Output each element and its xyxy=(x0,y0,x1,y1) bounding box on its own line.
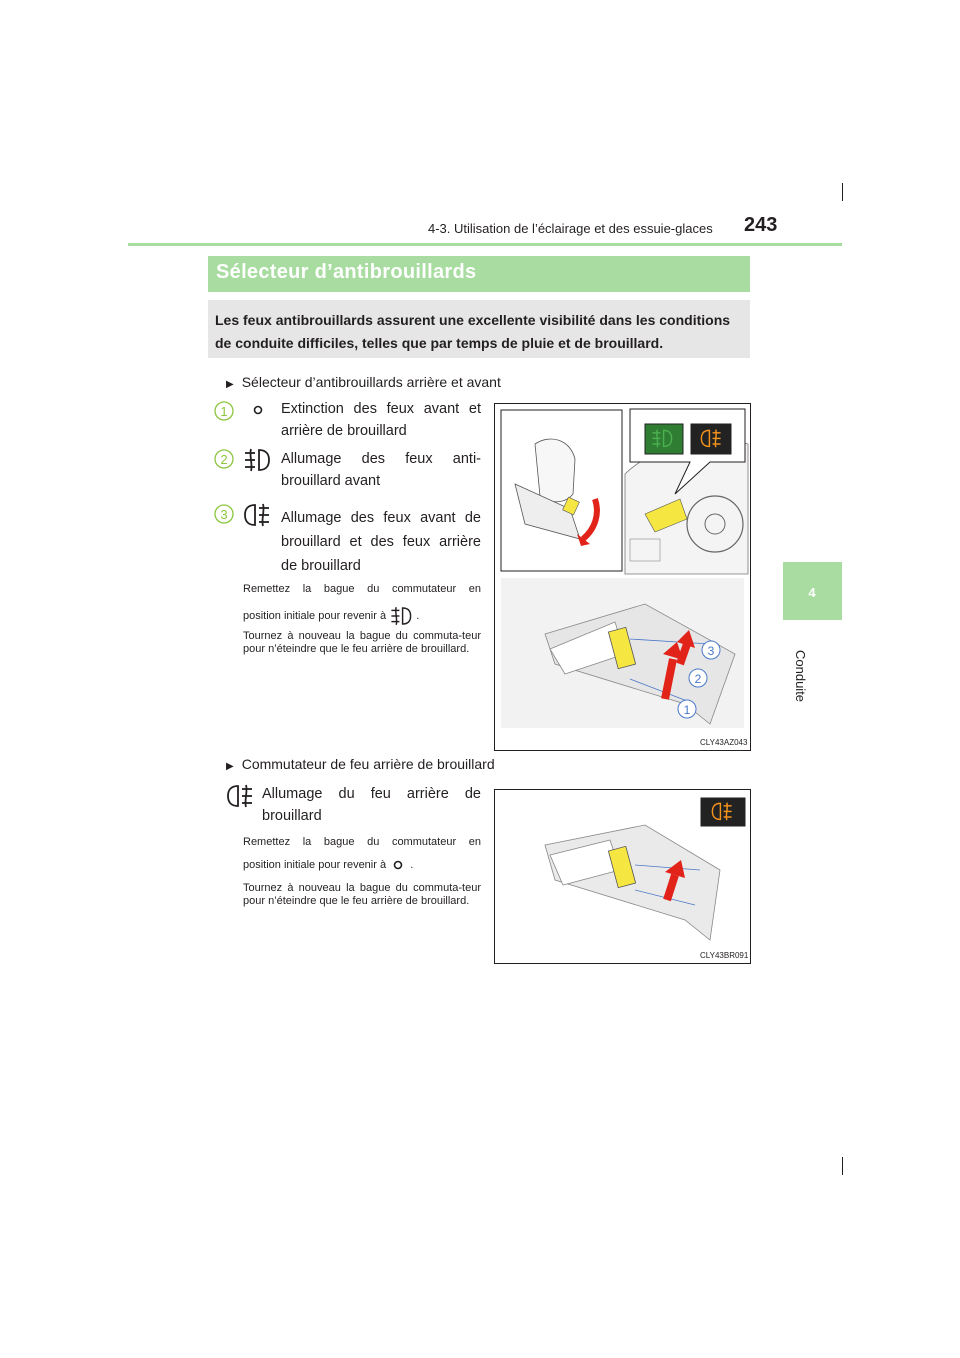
svg-text:CLY43AZ043: CLY43AZ043 xyxy=(700,738,748,747)
off-circle-icon xyxy=(251,403,265,422)
running-header: 4-3. Utilisation de l’éclairage et des essuie-glaces xyxy=(428,221,713,236)
circled-number-icon xyxy=(213,448,235,470)
figure-rear-fog-switch xyxy=(494,789,751,964)
bullet-triangle-icon: ▶ xyxy=(226,379,234,390)
item-number-3 xyxy=(213,503,235,529)
svg-text:2: 2 xyxy=(220,452,228,467)
svg-text:1: 1 xyxy=(683,703,691,717)
bullet-triangle-icon: ▶ xyxy=(226,761,234,772)
part1-note-rear-off: Tournez à nouveau la bague du commuta-teur pour n’éteindre que le feu arrière de brouillard. xyxy=(243,630,481,655)
header-rule xyxy=(128,243,842,246)
off-circle-icon xyxy=(389,858,407,872)
front-fog-icon xyxy=(389,605,413,627)
item-number-1 xyxy=(213,400,235,426)
part2-note-return: Remettez la bague du commutateur en position initiale pour revenir à . xyxy=(243,836,481,871)
figure-front-rear-fog-switch xyxy=(494,403,751,751)
circled-number-icon xyxy=(213,503,235,525)
item-number-2 xyxy=(213,448,235,474)
chapter-number: 4 xyxy=(808,585,816,600)
item-3-text: Allumage des feux avant de brouillard et des feux arrière de brouillard xyxy=(281,510,481,574)
intro-text: Les feux antibrouillards assurent une excellente visibilité dans les conditions de conduite difficiles, telles que par temps de pluie et de brouillard. xyxy=(215,312,731,351)
part1-note-return: Remettez la bague du commutateur en position initiale pour revenir à . xyxy=(243,583,481,627)
crop-mark-bottom xyxy=(842,1157,843,1175)
svg-text:2: 2 xyxy=(694,672,702,686)
svg-text:3: 3 xyxy=(707,644,715,658)
section-title: Sélecteur d’antibrouillards xyxy=(216,261,477,283)
crop-mark-top xyxy=(842,183,843,201)
part2-note-rear-off: Tournez à nouveau la bague du commuta-teur pour n’éteindre que le feu arrière de brouillard. xyxy=(243,882,481,907)
svg-text:3: 3 xyxy=(220,507,228,522)
item-1-text: Extinction des feux avant et arrière de brouillard xyxy=(281,401,481,439)
item-2-text: Allumage des feux anti- brouillard avant xyxy=(281,451,481,489)
front-fog-icon xyxy=(242,447,272,478)
part2-item-text: Allumage du feu arrière de brouillard xyxy=(262,786,481,824)
chapter-label: Conduite xyxy=(793,650,808,703)
rear-fog-icon xyxy=(242,502,272,533)
svg-text:1: 1 xyxy=(220,404,228,419)
rear-fog-icon xyxy=(225,783,255,814)
page-number: 243 xyxy=(744,214,778,236)
circled-number-icon xyxy=(213,400,235,422)
bullet-rear-fog-switch: ▶ Commutateur de feu arrière de brouillard xyxy=(226,756,495,772)
bullet-front-rear-selector: ▶ Sélecteur d’antibrouillards arrière et avant xyxy=(226,374,501,390)
svg-text:CLY43BR091: CLY43BR091 xyxy=(700,951,749,960)
